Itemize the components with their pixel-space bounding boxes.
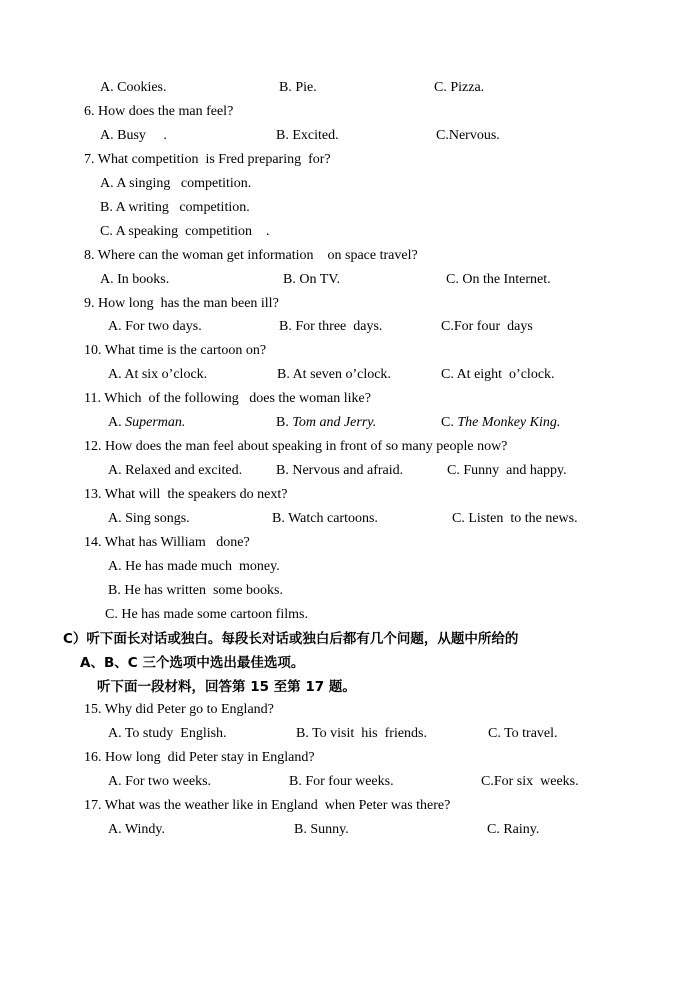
- q14-option-c: C. He has made some cartoon films.: [105, 607, 308, 622]
- question-15-stem: 15. Why did Peter go to England?: [84, 702, 274, 717]
- question-8-stem: 8. Where can the woman get information on space travel?: [84, 248, 418, 263]
- q12-option-c: C. Funny and happy.: [447, 463, 567, 478]
- section-c-instruction: 听下面一段材料，回答第 15 至第 17 题。: [97, 679, 356, 695]
- q16-option-b: B. For four weeks.: [289, 774, 394, 789]
- q10-option-a: A. At six o’clock.: [108, 367, 208, 382]
- q16-option-c: C.For six weeks.: [481, 774, 579, 789]
- q17-option-a: A. Windy.: [108, 822, 165, 837]
- q8-option-b: B. On TV.: [283, 272, 341, 287]
- q12-option-a: A. Relaxed and excited.: [108, 463, 243, 478]
- q13-option-a: A. Sing songs.: [108, 511, 190, 526]
- q7-option-b: B. A writing competition.: [100, 200, 250, 215]
- q15-option-a: A. To study English.: [108, 726, 227, 741]
- q11-option-b: [276, 415, 376, 431]
- q11-option-c: [441, 415, 560, 431]
- question-6-stem: 6. How does the man feel?: [84, 104, 234, 119]
- question-16-stem: 16. How long did Peter stay in England?: [84, 750, 315, 765]
- q17-option-b: B. Sunny.: [294, 822, 349, 837]
- q14-option-b: B. He has written some books.: [108, 583, 283, 598]
- q9-option-c: C.For four days: [441, 319, 533, 334]
- q8-option-a: A. In books.: [100, 272, 170, 287]
- q5-option-c: C. Pizza.: [434, 80, 485, 95]
- q11-option-a-text: Superman.: [125, 415, 186, 430]
- q6-option-b: B. Excited.: [276, 128, 339, 143]
- q11-option-c-letter: C.: [441, 415, 458, 430]
- q11-option-a-letter: A.: [108, 415, 126, 430]
- q13-option-b: B. Watch cartoons.: [272, 511, 378, 526]
- q7-option-c: C. A speaking competition .: [100, 224, 270, 239]
- q6-option-c: C.Nervous.: [436, 128, 500, 143]
- q10-option-c: C. At eight o’clock.: [441, 367, 555, 382]
- q5-option-b: B. Pie.: [279, 80, 317, 95]
- q11-option-a: [108, 415, 185, 431]
- question-14-stem: 14. What has William done?: [84, 535, 250, 550]
- question-17-stem: 17. What was the weather like in England when Peter was there?: [84, 798, 451, 813]
- q10-option-b: B. At seven o’clock.: [277, 367, 391, 382]
- q17-option-c: C. Rainy.: [487, 822, 540, 837]
- question-7-stem: 7. What competition is Fred preparing for?: [84, 152, 331, 167]
- q5-option-a: A. Cookies.: [100, 80, 167, 95]
- q8-option-c: C. On the Internet.: [446, 272, 551, 287]
- q9-option-b: B. For three days.: [279, 319, 383, 334]
- section-c-heading-line-1: C）听下面长对话或独白。每段长对话或独白后都有几个问题，从题中所给的: [63, 631, 519, 647]
- question-11-stem: 11. Which of the following does the woman like?: [84, 391, 371, 406]
- q12-option-b: B. Nervous and afraid.: [276, 463, 404, 478]
- question-9-stem: 9. How long has the man been ill?: [84, 296, 279, 311]
- q9-option-a: A. For two days.: [108, 319, 202, 334]
- q15-option-c: C. To travel.: [488, 726, 558, 741]
- q16-option-a: A. For two weeks.: [108, 774, 212, 789]
- q13-option-c: C. Listen to the news.: [452, 511, 578, 526]
- q7-option-a: A. A singing competition.: [100, 176, 252, 191]
- q6-option-a: A. Busy .: [100, 128, 167, 143]
- q11-option-c-text: The Monkey King.: [457, 415, 561, 430]
- question-13-stem: 13. What will the speakers do next?: [84, 487, 288, 502]
- question-10-stem: 10. What time is the cartoon on?: [84, 343, 267, 358]
- section-c-heading-line-2: A、B、C 三个选项中选出最佳选项。: [80, 655, 305, 671]
- q11-option-b-text: Tom and Jerry.: [292, 415, 377, 430]
- q11-option-b-letter: B.: [276, 415, 293, 430]
- q15-option-b: B. To visit his friends.: [296, 726, 427, 741]
- question-12-stem: 12. How does the man feel about speaking in front of so many people now?: [84, 439, 508, 454]
- q14-option-a: A. He has made much money.: [108, 559, 280, 574]
